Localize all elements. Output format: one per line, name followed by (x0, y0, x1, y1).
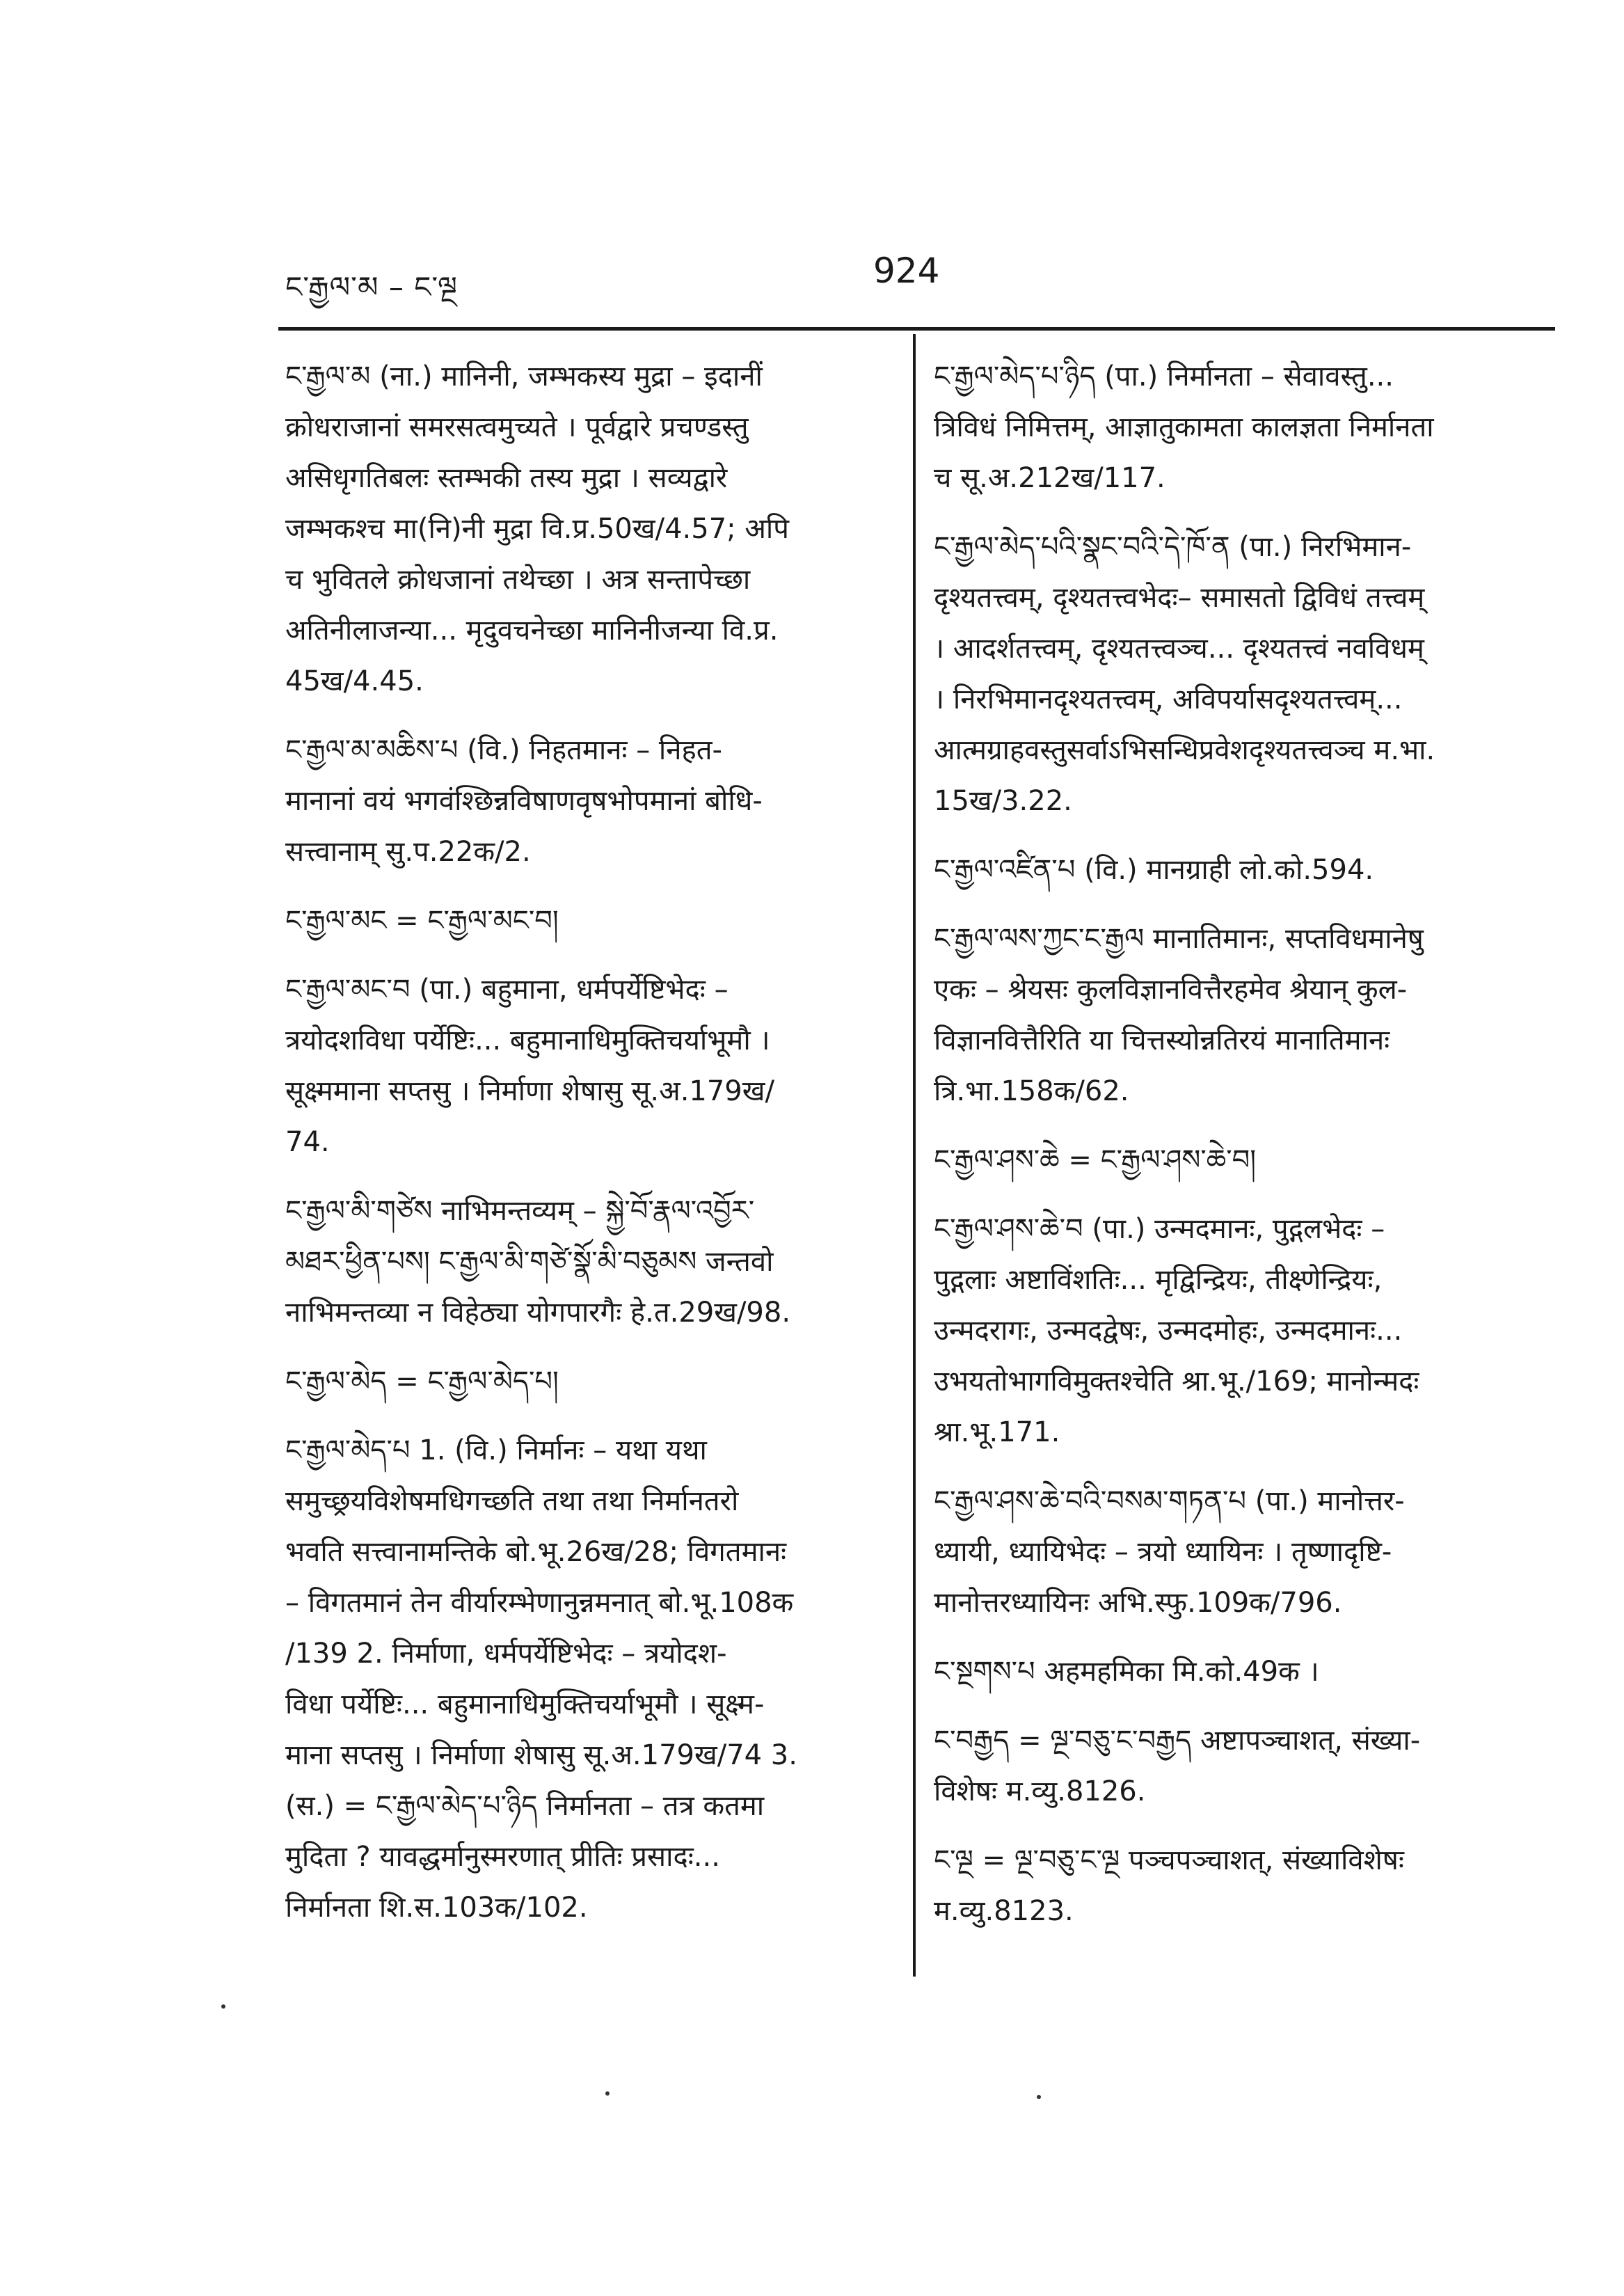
entry-line: ང་རྒྱལ་མེད = ང་རྒྱལ་མེད་པ། (285, 1365, 559, 1398)
dictionary-entry (934, 1835, 1546, 1937)
entry-line: त्रिविधं निमित्तम्, आज्ञातुकामता कालज्ञता निर्मानता (934, 411, 1434, 443)
entry-line: आत्मग्राहवस्तुसर्वाऽभिसन्धिप्रवेशदृश्यतत्त्वञ्च म.भा. (934, 734, 1435, 766)
entry-line: नाभिमन्तव्या न विहेठ्या योगपारगैः हे.त.29ख/98. (285, 1297, 791, 1329)
dictionary-entry (934, 1716, 1546, 1817)
entry-line: ང་རྒྱལ་མ (ना.) मानिनी, जम्भकस्य मुद्रा – इदानीं (285, 361, 763, 393)
scan-speck (605, 2091, 610, 2096)
entry-line: ང་སྔགས་པ अहमहमिका मि.को.49क । (934, 1656, 1319, 1688)
dictionary-entry (934, 1135, 1546, 1186)
entry-line: म.व्यु.8123. (934, 1895, 1074, 1927)
entry-line: 74. (285, 1126, 330, 1158)
right-column (934, 351, 1546, 1955)
entry-line: असिधृगतिबलः स्तम्भकी तस्य मुद्रा । सव्यद्वारे (285, 462, 728, 494)
entry-line: (स.) = ང་རྒྱལ་མེད་པ་ཉིད निर्मानता – तत्र कतमा (285, 1790, 765, 1822)
entry-line: 45ख/4.45. (285, 665, 424, 697)
scan-speck (1037, 2095, 1041, 2099)
entry-line: विज्ञानवित्तैरिति या चित्तस्योन्नतिरयं मानातिमानः (934, 1024, 1390, 1056)
entry-line: ང་རྒྱལ་མ་མཆིས་པ (वि.) निहतमानः – निहत- (285, 734, 722, 766)
entry-line: ང་རྒྱལ་ལས་ཀྱང་ང་རྒྱལ मानातिमानः, सप्तविधमानेषु (934, 923, 1424, 955)
dictionary-entry (934, 351, 1546, 504)
entry-line: विशेषः म.व्यु.8126. (934, 1775, 1146, 1807)
entry-line: ང་རྒྱལ་མེད་པ 1. (वि.) निर्मानः – यथा यथा (285, 1434, 707, 1466)
entry-line: दृश्यतत्त्वम्, दृश्यतत्त्वभेदः– समासतो द्विविधं तत्त्वम् (934, 582, 1425, 614)
entry-line: श्रा.भू.171. (934, 1416, 1060, 1448)
entry-line: एकः – श्रेयसः कुलविज्ञानवित्तैरहमेव श्रेयान् कुल- (934, 974, 1408, 1006)
entry-line: उभयतोभागविमुक्तश्चेति श्रा.भू./169; मानोन्मदः (934, 1365, 1419, 1398)
entry-line: । आदर्शतत्त्वम्, दृश्यतत्त्वञ्च... दृश्यतत्त्वं नवविधम् (934, 633, 1424, 665)
dictionary-entry (934, 522, 1546, 827)
entry-line: 15ख/3.22. (934, 785, 1072, 817)
entry-line: माना सप्तसु । निर्माणा शेषासु सू.अ.179ख/74 3. (285, 1739, 797, 1771)
entry-line: ང་རྒྱལ་མི་གཙེས नाभिमन्तव्यम् – སྐྱེ་བོ་རྣལ་འབྱོར་ (285, 1195, 755, 1227)
header-rule (278, 327, 1555, 331)
entry-line: विधा पर्येष्टिः... बहुमानाधिमुक्तिचर्याभूमौ । सूक्ष्म- (285, 1688, 765, 1720)
entry-line: निर्मानता शि.स.103क/102. (285, 1892, 588, 1924)
dictionary-entry (285, 896, 889, 947)
left-column (285, 351, 889, 1951)
entry-line: ང་རྒྱལ་འཛིན་པ (वि.) मानग्राही लो.को.594. (934, 854, 1374, 886)
entry-line: मुदिता ? यावद्धर्मानुस्मरणात् प्रीतिः प्रसादः... (285, 1841, 720, 1873)
dictionary-entry (285, 1425, 889, 1933)
column-divider (913, 334, 916, 1977)
entry-line: त्रि.भा.158क/62. (934, 1075, 1129, 1107)
entry-line: क्रोधराजानां समरसत्वमुच्यते । पूर्वद्वारे प्रचण्डस्तु (285, 411, 749, 443)
entry-line: ध्यायी, ध्यायिभेदः – त्रयो ध्यायिनः । तृष्णादृष्टि- (934, 1536, 1392, 1568)
entry-line: अतिनीलाजन्या... मृदुवचनेच्छा मानिनीजन्या वि.प्र. (285, 615, 779, 647)
entry-line: पुद्गलाः अष्टाविंशतिः... मृद्विन्द्रियः, तीक्ष्णेन्द्रियः, (934, 1264, 1383, 1296)
entry-line: ང་བརྒྱད = ལྔ་བཅུ་ང་བརྒྱད अष्टापञ्चाशत्, संख्या- (934, 1725, 1421, 1757)
entry-line: ང་རྒྱལ་མེད་པ་ཉིད (पा.) निर्मानता – सेवावस्तु... (934, 361, 1394, 393)
entry-line: ང་རྒྱལ་མང་བ (पा.) बहुमाना, धर्मपर्येष्टिभेदः – (285, 974, 729, 1006)
entry-line: ང་རྒྱལ་མེད་པའི་སྣང་བའི་དེ་ཁོ་ན (पा.) निरभिमान- (934, 531, 1412, 563)
entry-line: त्रयोदशविधा पर्येष्टिः... बहुमानाधिमुक्तिचर्याभूमौ । (285, 1024, 770, 1056)
dictionary-entry (934, 1204, 1546, 1458)
dictionary-entry (285, 1356, 889, 1407)
entry-line: सत्त्वानाम् सु.प.22क/2. (285, 836, 531, 868)
dictionary-entry (285, 965, 889, 1168)
dictionary-entry (285, 351, 889, 707)
dictionary-entry (285, 1186, 889, 1338)
entry-line: ང་རྒྱལ་ཤས་ཆེ་བ (पा.) उन्मदमानः, पुद्गलभेदः – (934, 1213, 1385, 1245)
entry-line: ང་རྒྱལ་ཤས་ཆེ་བའི་བསམ་གཏན་པ (पा.) मानोत्तर- (934, 1485, 1405, 1517)
entry-line: ང་ལྔ = ལྔ་བཅུ་ང་ལྔ पञ्चपञ्चाशत्, संख्याविशेषः (934, 1844, 1405, 1876)
entry-line: – विगतमानं तेन वीर्यारम्भेणानुन्नमनात् बो.भू.108क (285, 1587, 794, 1619)
dictionary-entry (285, 725, 889, 878)
running-header: ང་རྒྱལ་མ – ང་ལྔ (285, 270, 458, 304)
entry-line: /139 2. निर्माणा, धर्मपर्येष्टिभेदः – त्रयोदश- (285, 1638, 727, 1670)
scan-speck (221, 2004, 225, 2009)
dictionary-entry (934, 1647, 1546, 1697)
dictionary-entry (934, 845, 1546, 896)
page-number: 924 (873, 251, 940, 291)
entry-line: भवति सत्त्वानामन्तिके बो.भू.26ख/28; विगतमानः (285, 1536, 787, 1568)
entry-line: མཐར་ཕྱིན་པས། ང་རྒྱལ་མི་གཙེ་སྣོ་མི་བཅུམས जन्तवो (285, 1246, 774, 1278)
dictionary-entry (934, 914, 1546, 1117)
entry-line: जम्भकश्च मा(नि)नी मुद्रा वि.प्र.50ख/4.57; अपि (285, 513, 789, 545)
entry-line: च भुवितले क्रोधजानां तथेच्छा । अत्र सन्तापेच्छा (285, 564, 751, 596)
entry-line: ང་རྒྱལ་མང = ང་རྒྱལ་མང་བ། (285, 905, 559, 937)
entry-line: च सू.अ.212ख/117. (934, 462, 1165, 494)
entry-line: मानोत्तरध्यायिनः अभि.स्फु.109क/796. (934, 1587, 1342, 1619)
entry-line: समुच्छ्रयविशेषमधिगच्छति तथा तथा निर्मानतरो (285, 1485, 739, 1517)
entry-line: । निरभिमानदृश्यतत्त्वम्, अविपर्यासदृश्यतत्त्वम्... (934, 683, 1403, 715)
entry-line: मानानां वयं भगवंश्छिन्नविषाणवृषभोपमानां बोधि- (285, 785, 763, 817)
entry-line: ང་རྒྱལ་ཤས་ཆེ = ང་རྒྱལ་ཤས་ཆེ་བ། (934, 1144, 1257, 1176)
dictionary-entry (934, 1476, 1546, 1629)
entry-line: सूक्ष्ममाना सप्तसु । निर्माणा शेषासु सू.अ.179ख/ (285, 1075, 774, 1107)
entry-line: उन्मदरागः, उन्मदद्वेषः, उन्मदमोहः, उन्मदमानः... (934, 1315, 1403, 1347)
